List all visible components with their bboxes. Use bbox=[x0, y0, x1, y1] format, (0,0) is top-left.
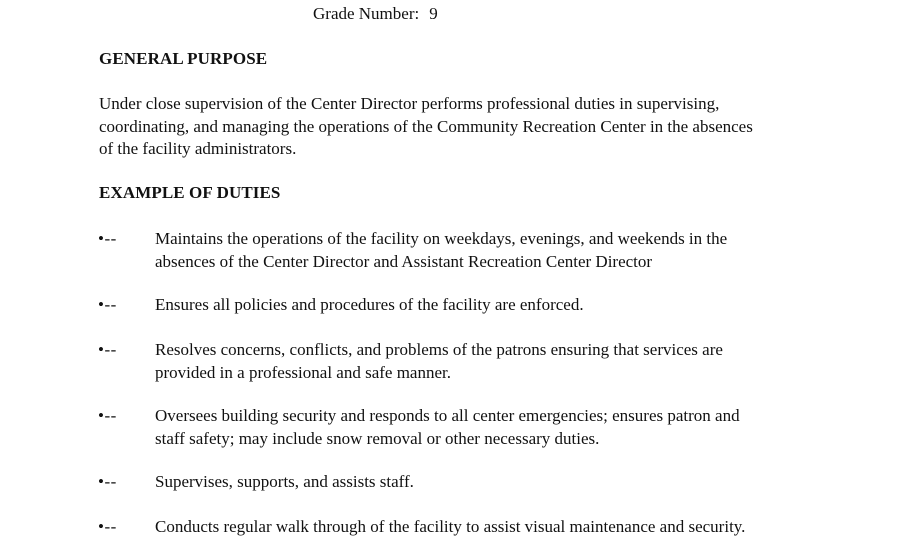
duty-line: Conducts regular walk through of the facility to assist visual maintenance and security. bbox=[155, 517, 746, 536]
duty-text bbox=[155, 228, 855, 273]
bullet-marker: •-- bbox=[98, 340, 117, 359]
bullet-marker: •-- bbox=[98, 517, 117, 536]
duty-text bbox=[155, 516, 855, 539]
grade-label: Grade Number: bbox=[313, 4, 420, 23]
grade-value: 9 bbox=[429, 4, 438, 23]
bullet-marker: •-- bbox=[98, 472, 117, 491]
general-purpose-paragraph bbox=[99, 93, 839, 161]
duty-line: Maintains the operations of the facility on weekdays, evenings, and weekends in the bbox=[155, 229, 728, 248]
paragraph-line: of the facility administrators. bbox=[99, 139, 297, 158]
grade-number-line bbox=[313, 4, 438, 24]
duty-line: provided in a professional and safe manner. bbox=[155, 362, 451, 382]
paragraph-line: coordinating, and managing the operations of the Community Recreation Center in the absences bbox=[99, 116, 753, 136]
paragraph-line: Under close supervision of the Center Director performs professional duties in supervising, bbox=[99, 94, 720, 113]
cropped-header-fragment bbox=[486, 0, 682, 3]
duty-text bbox=[155, 405, 855, 450]
duty-line: Oversees building security and responds to all center emergencies; ensures patron and bbox=[155, 406, 740, 425]
duty-line: absences of the Center Director and Assistant Recreation Center Director bbox=[155, 251, 653, 271]
duty-line: staff safety; may include snow removal or other necessary duties. bbox=[155, 428, 600, 448]
duty-text bbox=[155, 294, 855, 317]
general-purpose-heading: GENERAL PURPOSE bbox=[99, 49, 268, 68]
bullet-marker: •-- bbox=[98, 295, 117, 314]
bullet-marker: •-- bbox=[98, 406, 117, 425]
duty-line: Ensures all policies and procedures of the facility are enforced. bbox=[155, 295, 584, 314]
example-of-duties-heading: EXAMPLE OF DUTIES bbox=[99, 183, 281, 202]
duty-line: Supervises, supports, and assists staff. bbox=[155, 472, 414, 491]
duty-line: Resolves concerns, conflicts, and problems of the patrons ensuring that services are bbox=[155, 340, 723, 359]
bullet-marker: •-- bbox=[98, 229, 117, 248]
duty-text bbox=[155, 471, 855, 494]
duty-text bbox=[155, 339, 855, 384]
